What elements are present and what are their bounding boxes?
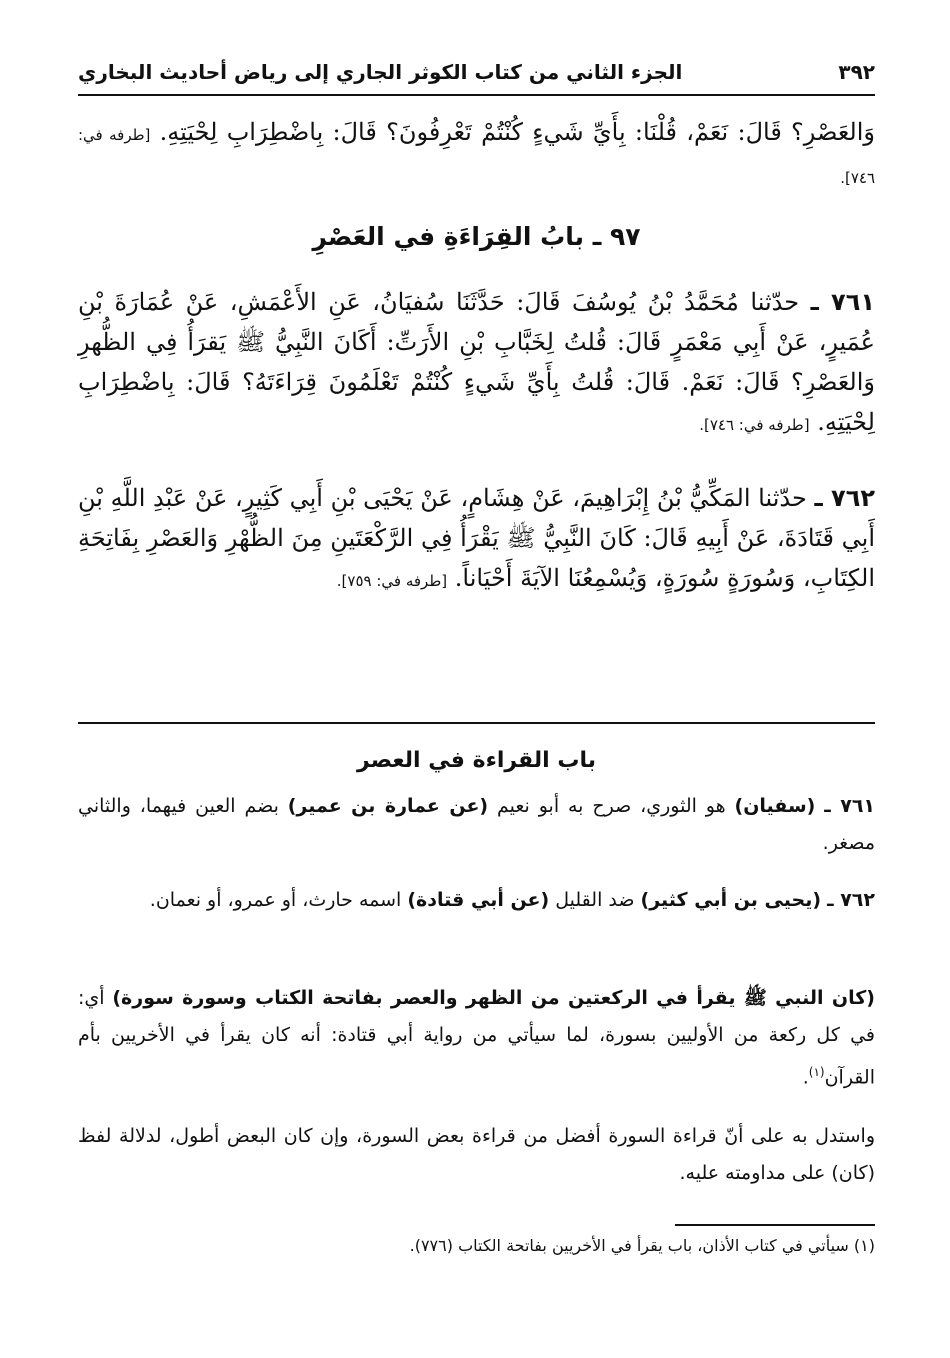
commentary-explanation <box>78 980 875 1096</box>
hadith-762 <box>78 478 875 601</box>
commentary-text: . <box>802 1066 809 1089</box>
footnote <box>78 1236 875 1255</box>
chapter-heading: ٩٧ ـ بابُ القِرَاءَةِ في العَصْرِ <box>312 222 641 251</box>
continued-ref: [طرفه في: ٧٤٦]. <box>78 126 875 187</box>
hadith-number: ٧٦٢ ـ <box>814 484 875 512</box>
commentary-inference: واستدل به على أنّ قراءة السورة أفضل من قراءة بعض السورة، وإن كان البعض أطول، لدلالة لفظ (كان) على مداومته عليه. <box>78 1125 875 1184</box>
commentary-quote: (عن عمارة بن عمير) <box>287 795 489 817</box>
hadith-ref: [طرفه في: ٧٥٩]. <box>336 572 448 590</box>
footnote-marker: (١) <box>853 1236 875 1255</box>
commentary-number: ٧٦٢ ـ <box>827 889 875 911</box>
footnote-text: سيأتي في كتاب الأذان، باب يقرأ في الأخريين بفاتحة الكتاب (٧٧٦). <box>409 1236 849 1255</box>
commentary-762 <box>78 882 875 919</box>
commentary-text: أي: في كل ركعة من الأوليين بسورة، لما سيأتي من رواية أبي قتادة: أنه كان يقرأ في الأخريين بأم القرآن <box>78 987 875 1089</box>
commentary-text: بضم العين فيهما، والثاني مصغر. <box>78 795 875 854</box>
commentary-quote: (يحيى بن أبي كثير) <box>640 889 822 911</box>
book-page <box>78 0 875 1358</box>
hadith-number: ٧٦١ ـ <box>810 288 875 316</box>
section-divider <box>78 722 875 724</box>
page-header <box>78 52 875 92</box>
hadith-body: حدّثنا المَكِّيُّ بْنُ إِبْرَاهِيمَ، عَنْ هِشَامٍ، عَنْ يَحْيَى بْنِ أَبِي كَثِيرٍ، عَنْ عَبْدِ اللَّهِ بْنِ أَبِي قَتَادَةَ، عَنْ أَبِيهِ قَالَ: كَانَ النَّبِيُّ ﷺ يَقْرَأُ فِي الرَّكْعَتَينِ مِنَ الظُّهْرِ وَالعَصْرِ بِفَاتِحَةِ الكِتَابِ، وَسُورَةٍ سُورَةٍ، وَيُسْمِعُنَا الآيَةَ أَحْيَاناً. <box>78 484 876 592</box>
commentary-quote: (عن أبي قتادة) <box>407 889 550 911</box>
hadith-body: حدّثنا مُحَمَّدُ بْنُ يُوسُفَ قَالَ: حَدَّثَنَا سُفيَانُ، عَنِ الأَعْمَشِ، عَنْ عُمَارَةَ بْنِ عُمَيرٍ، عَنْ أَبِي مَعْمَرٍ قَالَ: قُلتُ لِخَبَّابِ بْنِ الأَرَتِّ: أَكَانَ النَّبِيُّ ﷺ يَقرَأُ فِي الظُّهرِ وَالعَصْرِ؟ قَالَ: نَعَمْ. قَالَ: قُلتُ بِأَيِّ شَيءٍ كُنْتُمْ تَعْلَمُونَ قِرَاءَتَهُ؟ قَالَ: بِاضْطِرَابِ لِحْيَتِهِ. <box>78 288 875 436</box>
continued-hadith-text <box>78 112 875 198</box>
commentary-quote: (كان النبي ﷺ يقرأ في الركعتين من الظهر والعصر بفاتحة الكتاب وسورة سورة) <box>112 987 875 1009</box>
page-number: ٣٩٢ <box>838 60 875 84</box>
hadith-761 <box>78 282 875 445</box>
commentary-text: هو الثوري، صرح به أبو نعيم <box>488 795 735 817</box>
commentary-761 <box>78 788 875 862</box>
commentary-quote: (سفيان) <box>734 795 816 817</box>
running-title: الجزء الثاني من كتاب الكوثر الجاري إلى رياض أحاديث البخاري <box>78 60 683 84</box>
footnote-rule <box>675 1224 875 1226</box>
commentary-title: باب القراءة في العصر <box>357 748 596 773</box>
footnote-reference: (١) <box>808 1065 825 1079</box>
continued-body: وَالعَصْرِ؟ قَالَ: نَعَمْ، قُلْنَا: بِأَيِّ شَيءٍ كُنْتُمْ تَعْرِفُونَ؟ قَالَ: بِاضْطِرَابِ لِحْيَتِهِ. <box>159 118 875 146</box>
hadith-ref: [طرفه في: ٧٤٦]. <box>699 416 810 434</box>
commentary-text: اسمه حارث، أو عمرو، أو نعمان. <box>149 889 408 911</box>
commentary-number: ٧٦١ ـ <box>824 795 876 817</box>
commentary-text: ضد القليل <box>549 889 641 911</box>
header-rule <box>78 94 875 96</box>
